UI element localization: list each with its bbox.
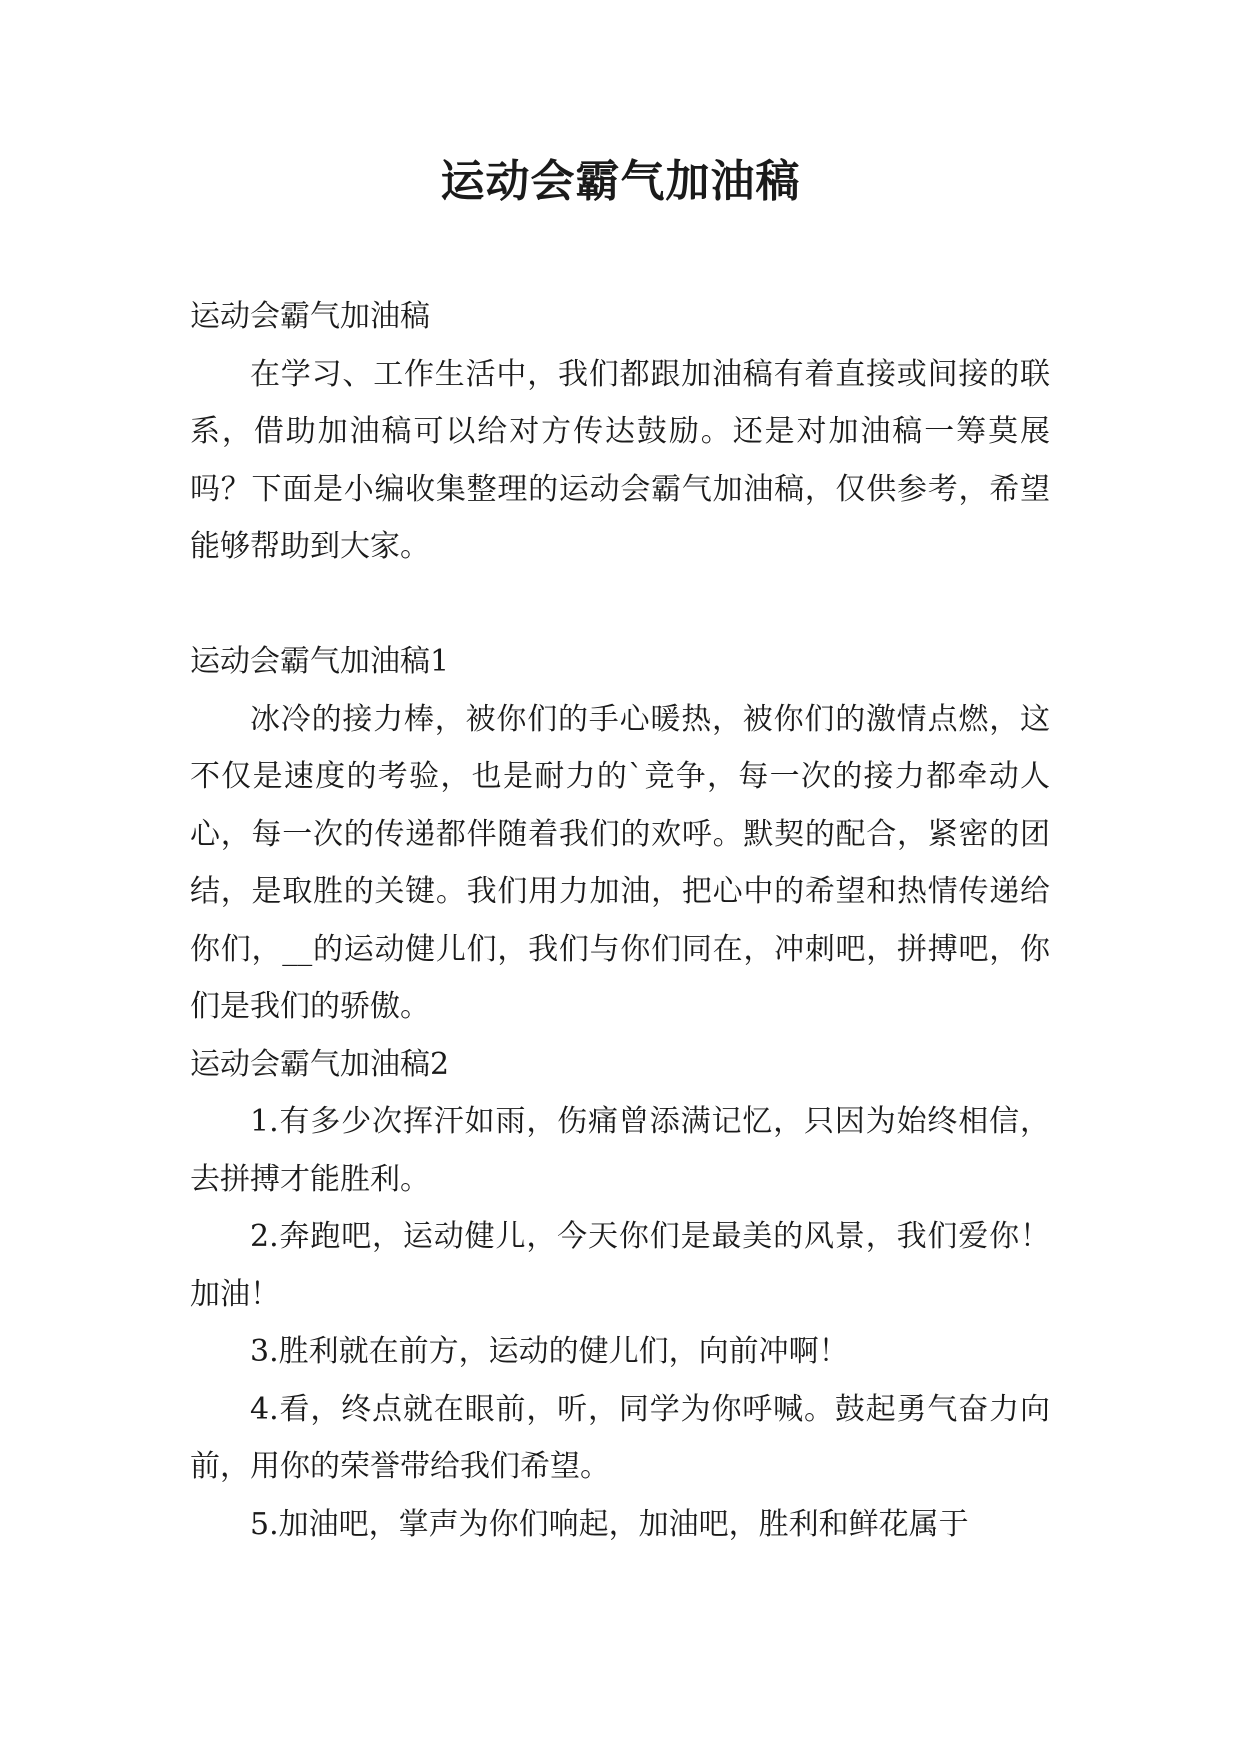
document-body [190,288,1050,1553]
section1-heading: 运动会霸气加油稿1 [190,644,450,679]
list-item: 4.看，终点就在眼前，听，同学为你呼喊。鼓起勇气奋力向前，用你的荣誉带给我们希望。 [190,1391,1050,1484]
intro-paragraph: 在学习、工作生活中，我们都跟加油稿有着直接或间接的联系，借助加油稿可以给对方传达鼓励。还是对加油稿一筹莫展吗？下面是小编收集整理的运动会霸气加油稿，仅供参考，希望能够帮助到大家。 [190,356,1050,564]
intro-heading: 运动会霸气加油稿 [190,299,430,334]
section1-paragraph: 冰冷的接力棒，被你们的手心暖热，被你们的激情点燃，这不仅是速度的考验，也是耐力的`竞争，每一次的接力都牵动人心，每一次的传递都伴随着我们的欢呼。默契的配合，紧密的团结，是取胜的关键。我们用力加油，把心中的希望和热情传递给你们，__的运动健儿们，我们与你们同在，冲刺吧，拼搏吧，你们是我们的骄傲。 [190,701,1050,1024]
section2-heading: 运动会霸气加油稿2 [190,1046,450,1082]
list-item: 2.奔跑吧，运动健儿，今天你们是最美的风景，我们爱你！加油！ [190,1219,1050,1312]
list-item: 3.胜利就在前方，运动的健儿们，向前冲啊！ [250,1334,849,1369]
list-item: 1.有多少次挥汗如雨，伤痛曾添满记忆，只因为始终相信，去拼搏才能胜利。 [190,1104,1050,1197]
document-title: 运动会霸气加油稿 [440,156,801,207]
section-spacer [190,576,1050,634]
list-item: 5.加油吧，掌声为你们响起，加油吧，胜利和鲜花属于 [250,1506,969,1542]
